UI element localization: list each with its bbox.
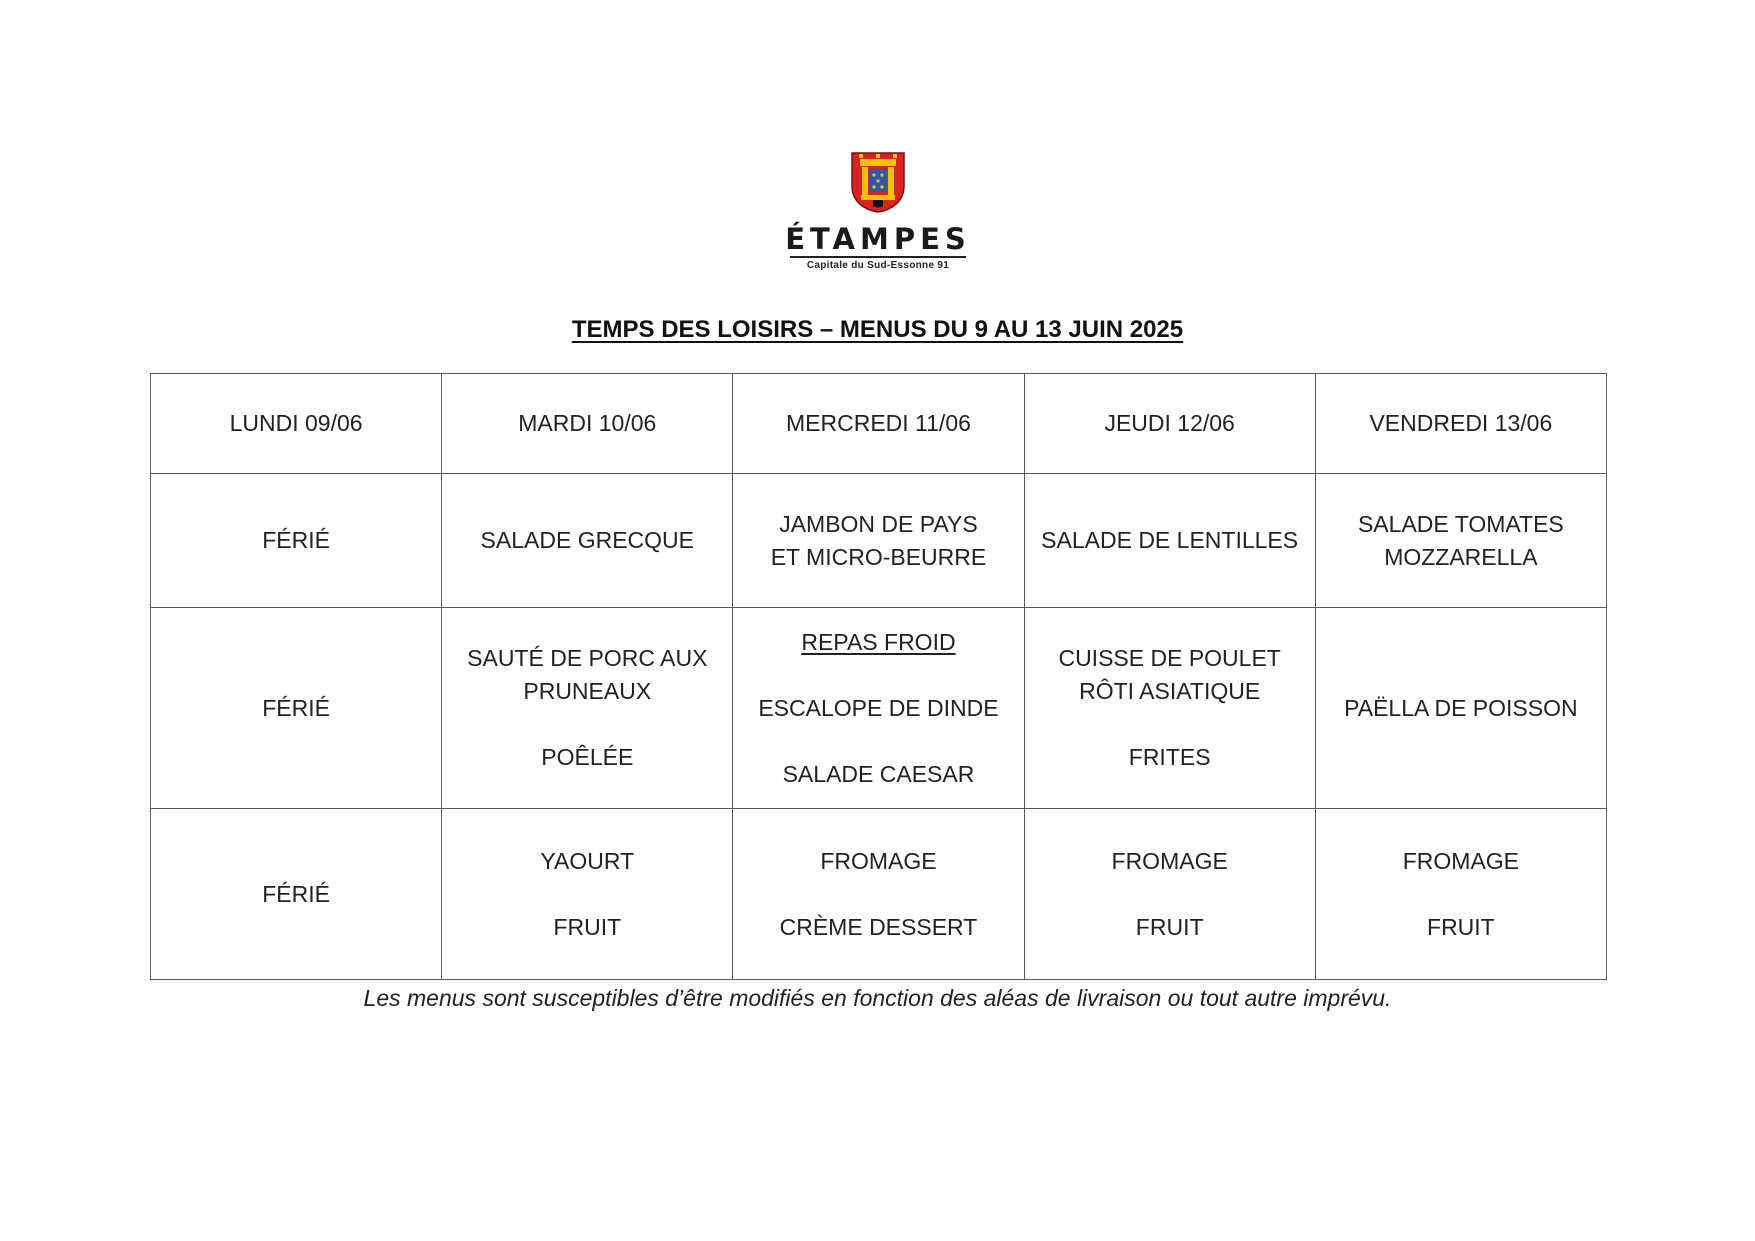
menu-cell [1315, 809, 1606, 980]
weekly-menu-table [150, 373, 1607, 980]
day-header: MERCREDI 11/06 [733, 374, 1024, 474]
menu-item: ET MICRO-BEURRE [770, 543, 987, 570]
page-title: TEMPS DES LOISIRS – MENUS DU 9 AU 13 JUIN 2025 [571, 316, 1184, 343]
menu-cell [1024, 809, 1315, 980]
menu-cell [151, 809, 442, 980]
spacer [1033, 708, 1307, 741]
menu-cell [1024, 474, 1315, 608]
menu-cell [1315, 608, 1606, 809]
menu-item: FROMAGE [1402, 847, 1520, 874]
menu-item: FRUIT [553, 913, 622, 940]
menu-cell [733, 474, 1024, 608]
menu-item: SALADE CAESAR [782, 760, 975, 787]
menu-item: FRUIT [1135, 913, 1204, 940]
spacer [1033, 878, 1307, 911]
spacer [1324, 878, 1598, 911]
day-header: MARDI 10/06 [442, 374, 733, 474]
brand-divider [790, 256, 966, 258]
menu-cell [151, 474, 442, 608]
menu-item: FROMAGE [820, 847, 937, 874]
menu-item: JAMBON DE PAYS [779, 510, 978, 537]
menu-item: FRITES [1128, 744, 1211, 770]
brand-name: ÉTAMPES [785, 222, 971, 256]
menu-item: FRUIT [1427, 913, 1495, 940]
menu-item: SALADE DE LENTILLES [1041, 527, 1299, 553]
spacer [741, 725, 1015, 758]
menu-cell [733, 608, 1024, 809]
menu-item: CUISSE DE POULET [1058, 645, 1281, 671]
day-header: JEUDI 12/06 [1024, 374, 1315, 474]
menu-item-heading: REPAS FROID [801, 628, 956, 655]
menu-cell [442, 474, 733, 608]
day-header-row [151, 374, 1607, 474]
spacer [741, 659, 1015, 692]
menu-item: CRÈME DESSERT [779, 913, 978, 940]
menu-item: POÊLÉE [541, 744, 634, 770]
city-logo [783, 150, 973, 272]
menu-item: SALADE GRECQUE [480, 527, 694, 553]
dessert-row [151, 809, 1607, 980]
menu-item: FROMAGE [1111, 847, 1228, 874]
menu-item: SAUTÉ DE PORC AUX [467, 645, 708, 671]
menu-cell [442, 809, 733, 980]
menu-cell [733, 809, 1024, 980]
brand-tagline: Capitale du Sud-Essonne 91 [806, 260, 950, 271]
coat-of-arms-icon [849, 150, 907, 214]
menu-item: FÉRIÉ [262, 880, 330, 907]
spacer [450, 708, 724, 741]
spacer [450, 878, 724, 911]
menu-item: SALADE TOMATES [1357, 510, 1564, 537]
disclaimer-note: Les menus sont susceptibles d’être modifiés en fonction des aléas de livraison ou tout autre imprévu. [363, 985, 1392, 1011]
starter-row [151, 474, 1607, 608]
main-course-row [151, 608, 1607, 809]
menu-item: MOZZARELLA [1384, 543, 1538, 570]
spacer [741, 878, 1015, 911]
menu-item: YAOURT [540, 847, 635, 874]
menu-item: FÉRIÉ [262, 527, 330, 553]
day-header: VENDREDI 13/06 [1315, 374, 1606, 474]
menu-item: FÉRIÉ [262, 694, 330, 721]
day-header: LUNDI 09/06 [151, 374, 442, 474]
menu-cell [1315, 474, 1606, 608]
menu-cell [151, 608, 442, 809]
menu-item: RÔTI ASIATIQUE [1079, 678, 1261, 704]
menu-cell [1024, 608, 1315, 809]
menu-item: ESCALOPE DE DINDE [758, 694, 999, 721]
menu-cell [442, 608, 733, 809]
menu-item: PRUNEAUX [523, 678, 652, 704]
menu-item: PAËLLA DE POISSON [1344, 694, 1578, 721]
